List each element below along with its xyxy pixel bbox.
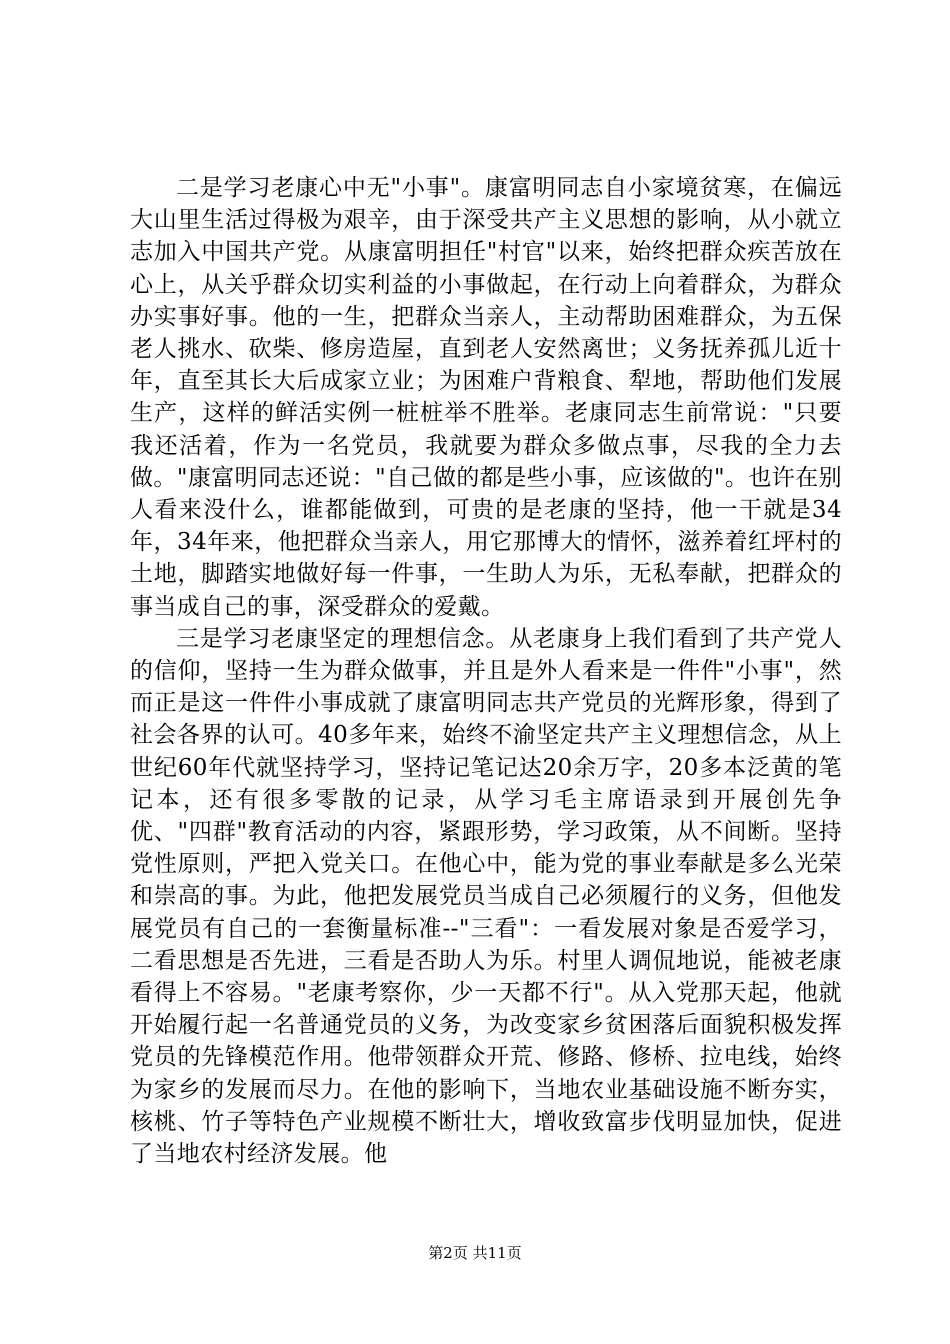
document-body [130,172,842,1170]
paragraph-3: 三是学习老康坚定的理想信念。从老康身上我们看到了共产党人的信仰，坚持一生为群众做事，并且是外人看来是一件件"小事"，然而正是这一件件小事成就了康富明同志共产党员的光辉形象，得到了社会各界的认可。40多年来，始终不渝坚定共产主义理想信念，从上世纪60年代就坚持学习，坚持记笔记达20余万字，20多本泛黄的笔记本，还有很多零散的记录，从学习毛主席语录到开展创先争优、"四群"教育活动的内容，紧跟形势，学习政策，从不间断。坚持党性原则，严把入党关口。在他心中，能为党的事业奉献是多么光荣和崇高的事。为此，他把发展党员当成自己必须履行的义务，但他发展党员有自己的一套衡量标准--"三看"：一看发展对象是否爱学习，二看思想是否先进，三看是否助人为乐。村里人调侃地说，能被老康看得上不容易。"老康考察你，少一天都不行"。从入党那天起，他就开始履行起一名普通党员的义务，为改变家乡贫困落后面貌积极发挥党员的先锋模范作用。他带领群众开荒、修路、修桥、拉电线，始终为家乡的发展而尽力。在他的影响下，当地农业基础设施不断夯实，核桃、竹子等特色产业规模不断壮大，增收致富步伐明显加快，促进了当地农村经济发展。他 [130,625,842,1168]
page-footer: 第2页 共11页 [428,1244,522,1262]
paragraph-2: 二是学习老康心中无"小事"。康富明同志自小家境贫寒，在偏远大山里生活过得极为艰辛，由于深受共产主义思想的影响，从小就立志加入中国共产党。从康富明担任"村官"以来，始终把群众疾苦放在心上，从关乎群众切实利益的小事做起，在行动上向着群众，为群众办实事好事。他的一生，把群众当亲人，主动帮助困难群众，为五保老人挑水、砍柴、修房造屋，直到老人安然离世；义务抚养孤儿近十年，直至其长大后成家立业；为困难户背粮食、犁地，帮助他们发展生产，这样的鲜活实例一桩桩举不胜举。老康同志生前常说："只要我还活着，作为一名党员，我就要为群众多做点事，尽我的全力去做。"康富明同志还说："自己做的都是些小事，应该做的"。也许在别人看来没什么，谁都能做到，可贵的是老康的坚持，他一干就是34年，34年来，他把群众当亲人，用它那博大的情怀，滋养着红坪村的土地，脚踏实地做好每一件事，一生助人为乐，无私奉献，把群众的事当成自己的事，深受群众的爱戴。 [130,175,842,620]
